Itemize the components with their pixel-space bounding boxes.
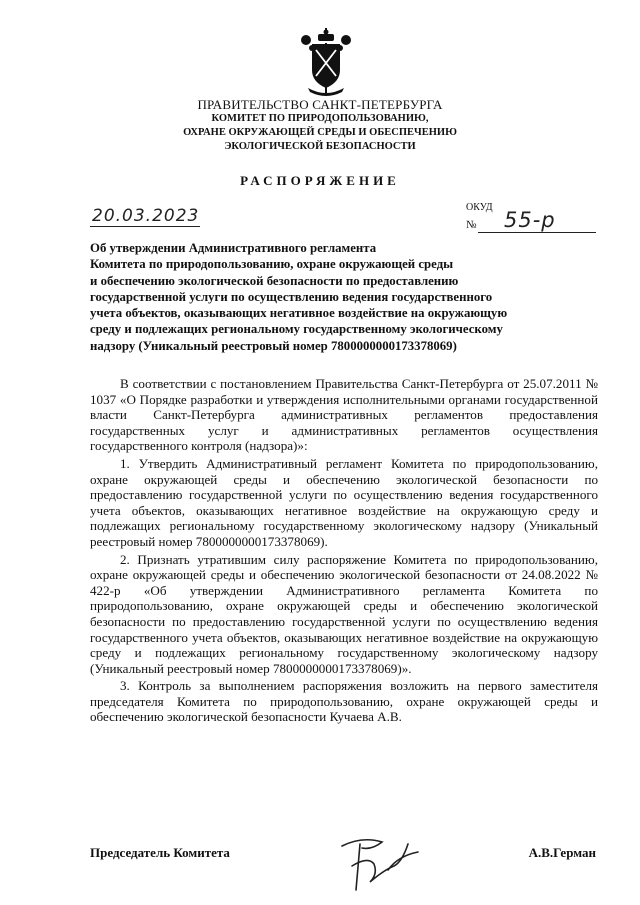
- committee-line: КОМИТЕТ ПО ПРИРОДОПОЛЬЗОВАНИЮ,: [211, 113, 429, 124]
- title-line: Об утверждении Административного регламента: [90, 241, 377, 255]
- title-line: Комитета по природопользованию, охране окружающей среды: [90, 257, 454, 272]
- document-body: [90, 376, 598, 725]
- document-date: 20.03.2023: [92, 206, 200, 226]
- okud-label: ОКУД: [466, 202, 493, 213]
- document-type: РАСПОРЯЖЕНИЕ: [240, 173, 400, 188]
- title-line: и обеспечению экологической безопасности по предоставлению: [90, 273, 459, 288]
- item-1-paragraph: 1. Утвердить Административный регламент Комитета по природопользованию, охране окружающей среды и обеспечению экологической безопасности по предоставлению государственной услуги по осуществлению ведения государственного учета объектов, оказывающих негативное воздействие на окружающую среду и подлежащих региональному государственному экологическому надзору (Уникальный реестровый номер 7800000000173378069).: [90, 455, 598, 549]
- title-line: государственной услуги по осуществлению ведения государственного: [90, 289, 493, 304]
- title-line: среду и подлежащих региональному государственному экологическому: [90, 322, 503, 337]
- date-underline: [90, 226, 200, 227]
- committee-line: ЭКОЛОГИЧЕСКОЙ БЕЗОПАСНОСТИ: [224, 141, 416, 152]
- title-line: учета объектов, оказывающих негативное воздействие на окружающую: [90, 306, 508, 321]
- document-title: [90, 240, 610, 354]
- preamble-paragraph: В соответствии с постановлением Правительства Санкт-Петербурга от 25.07.2011 № 1037 «О Порядке разработки и утверждения исполнительными органами государственной власти Санкт-Петербурга административных регламентов предоставления государственных услуг и административных регламентов осуществления государственного контроля (надзора)»:: [90, 376, 598, 454]
- government-name: ПРАВИТЕЛЬСТВО САНКТ-ПЕТЕРБУРГА: [197, 97, 443, 112]
- title-line: надзору (Уникальный реестровый номер 7800000000173378069): [90, 338, 457, 353]
- number-label: №: [466, 219, 477, 231]
- signatory-name: А.В.Герман: [528, 845, 596, 860]
- document-number: 55-р: [504, 208, 556, 232]
- number-underline: [478, 232, 596, 233]
- item-2-paragraph: 2. Признать утратившим силу распоряжение Комитета по природопользованию, охране окружающей среды и обеспечению экологической безопасности от 24.08.2022 № 422-р «Об утверждении Административного регламента Комитета по природопользованию, охране окружающей среды и обеспечению экологической безопасности по предоставлению государственной услуги по осуществлению ведения государственного учета объектов, оказывающих негативное воздействие на окружающую среду и подлежащих региональному государственному экологическому надзору (Уникальный реестровый номер 7800000000173378069)».: [90, 551, 598, 676]
- committee-line: ОХРАНЕ ОКРУЖАЮЩЕЙ СРЕДЫ И ОБЕСПЕЧЕНИЮ: [183, 127, 457, 138]
- committee-name: [0, 112, 640, 154]
- handwritten-signature: [322, 826, 432, 896]
- item-3-paragraph: 3. Контроль за выполнением распоряжения возложить на первого заместителя председателя Комитета по природопользованию, охране окружающей среды и обеспечению экологической безопасности Кучаева А.В.: [90, 678, 598, 725]
- coat-of-arms-emblem: [298, 28, 354, 98]
- signatory-position: Председатель Комитета: [90, 845, 230, 860]
